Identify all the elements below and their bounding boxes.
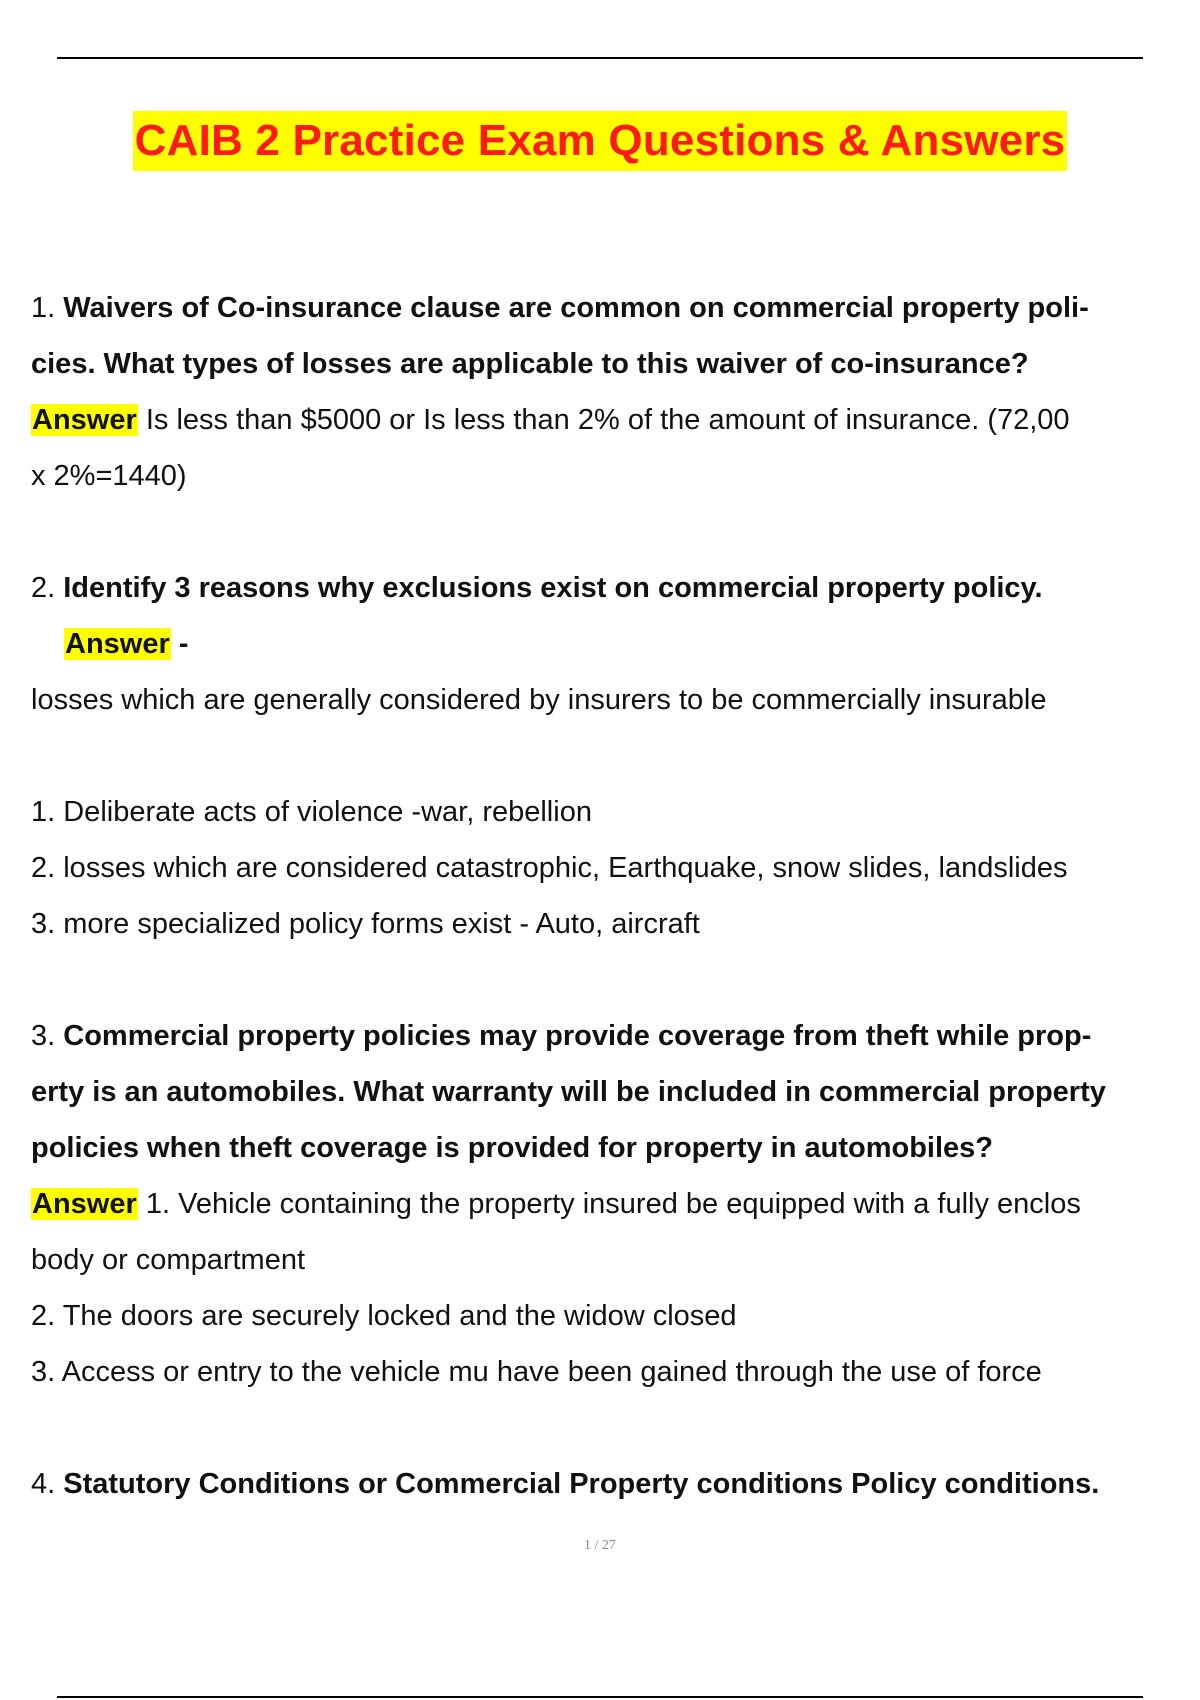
question-3-line-2 bbox=[31, 1064, 1200, 1120]
question-3-line-1 bbox=[31, 1008, 1200, 1064]
question-3-line-3 bbox=[31, 1120, 1200, 1176]
question-2-line-1 bbox=[31, 560, 1200, 616]
question-4-line-1 bbox=[31, 1456, 1200, 1512]
question-2-text-1: Identify 3 reasons why exclusions exist on commercial property policy. bbox=[63, 572, 1043, 604]
question-3-number: 3. bbox=[31, 1020, 56, 1052]
question-1-number: 1. bbox=[31, 292, 56, 324]
question-3-answer-text-2: body or compartment bbox=[31, 1244, 306, 1276]
page-number: 1 / 27 bbox=[584, 1538, 616, 1553]
answer-label: Answer bbox=[65, 628, 170, 660]
bottom-rule bbox=[57, 1696, 1143, 1698]
question-3-text-1: Commercial property policies may provide coverage from theft while prop- bbox=[63, 1020, 1092, 1052]
question-1-text-1: Waivers of Co-insurance clause are common on commercial property poli- bbox=[63, 292, 1089, 324]
question-2-item-text: 1. Deliberate acts of violence -war, rebellion bbox=[31, 796, 592, 828]
question-3-answer-text: 1. Vehicle containing the property insured be equipped with a fully enclos bbox=[145, 1188, 1081, 1220]
question-2-answer-suffix: - bbox=[178, 628, 189, 660]
question-2-number: 2. bbox=[31, 572, 56, 604]
question-1-answer-line bbox=[31, 392, 1200, 448]
spacer bbox=[31, 952, 1200, 1008]
question-1-answer-text: Is less than $5000 or Is less than 2% of the amount of insurance. (72,00 bbox=[145, 404, 1070, 436]
question-2-item-text: 2. losses which are considered catastrophic, Earthquake, snow slides, landslides bbox=[31, 852, 1068, 884]
question-2-item bbox=[31, 784, 1200, 840]
question-1-answer-text-2: x 2%=1440) bbox=[31, 460, 187, 492]
spacer bbox=[31, 728, 1200, 784]
question-3-item-text: 3. Access or entry to the vehicle mu have been gained through the use of force bbox=[31, 1356, 1042, 1388]
title-container bbox=[0, 111, 1200, 171]
document-title: CAIB 2 Practice Exam Questions & Answers bbox=[133, 111, 1068, 171]
spacer bbox=[31, 1400, 1200, 1456]
question-3-item bbox=[31, 1344, 1200, 1400]
question-4-number: 4. bbox=[31, 1468, 56, 1500]
question-3-answer-line-2 bbox=[31, 1232, 1200, 1288]
question-3-answer-line bbox=[31, 1176, 1200, 1232]
question-2-item bbox=[31, 896, 1200, 952]
question-3-item bbox=[31, 1288, 1200, 1344]
question-1-line-2 bbox=[31, 336, 1200, 392]
question-4-text-1: Statutory Conditions or Commercial Property conditions Policy conditions. bbox=[63, 1468, 1100, 1500]
question-2-intro bbox=[31, 672, 1200, 728]
question-1-line-1 bbox=[31, 280, 1200, 336]
question-1-answer-line-2 bbox=[31, 448, 1200, 504]
question-2-item bbox=[31, 840, 1200, 896]
spacer bbox=[31, 504, 1200, 560]
answer-label: Answer bbox=[32, 404, 137, 436]
question-2-answer-line bbox=[31, 616, 1200, 672]
document-body bbox=[31, 280, 1200, 1512]
question-3-item-text: 2. The doors are securely locked and the widow closed bbox=[31, 1300, 737, 1332]
question-1-text-2: cies. What types of losses are applicable to this waiver of co-insurance? bbox=[31, 348, 1029, 380]
top-rule bbox=[57, 57, 1143, 59]
answer-label: Answer bbox=[32, 1188, 137, 1220]
question-3-text-3: policies when theft coverage is provided for property in automobiles? bbox=[31, 1132, 993, 1164]
question-2-item-text: 3. more specialized policy forms exist - Auto, aircraft bbox=[31, 908, 700, 940]
question-3-text-2: erty is an automobiles. What warranty will be included in commercial property bbox=[31, 1076, 1106, 1108]
question-2-intro-text: losses which are generally considered by insurers to be commercially insurable bbox=[31, 684, 1047, 716]
